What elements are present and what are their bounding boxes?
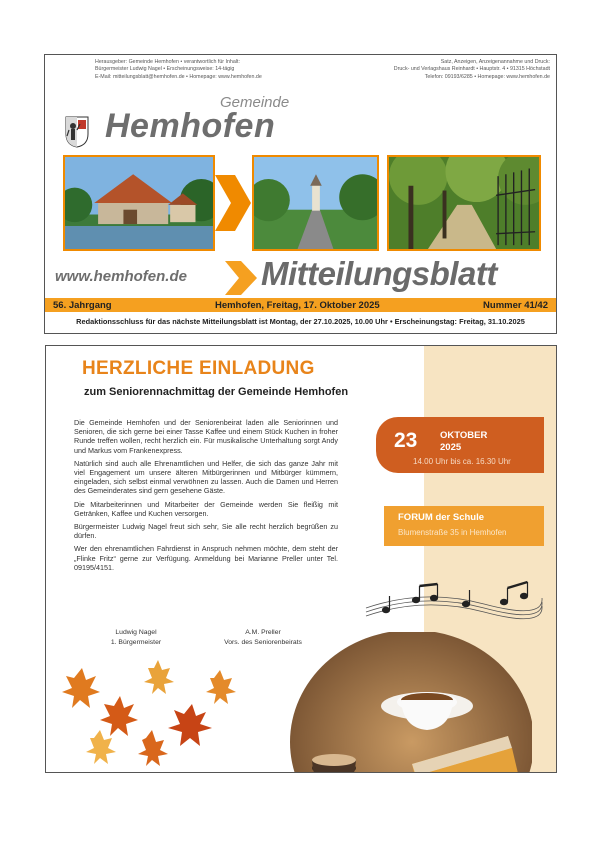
event-time: 14.00 Uhr bis ca. 16.30 Uhr xyxy=(413,457,511,466)
signature-name: A.M. Preller xyxy=(245,629,281,636)
invitation-body xyxy=(74,418,338,576)
editorial-deadline: Redaktionsschluss für das nächste Mitteilungsblatt ist Montag, der 27.10.2025, 10.00 Uhr • Erscheinungstag: Freitag, 31.10.2025 xyxy=(76,317,525,326)
issue-date: Hemhofen, Freitag, 17. Oktober 2025 xyxy=(214,299,380,311)
impressum-line: Bürgermeister Ludwig Nagel • Erscheinungsweise: 14-tägig xyxy=(95,66,235,73)
publication-title: Mitteilungsblatt xyxy=(261,255,497,292)
autumn-leaves-decoration xyxy=(54,658,244,768)
impressum-line: Satz, Anzeigen, Anzeigenannahme und Druck: xyxy=(440,59,550,65)
village-photo-tree-alley xyxy=(387,155,541,251)
impressum-right xyxy=(320,59,550,81)
body-paragraph: Wer den ehrenamtlichen Fahrdienst in Anspruch nehmen möchte, dem steht der „Flinke Fritz“ gerne zur Verfügung. Anmeldung bei Marianne Preller unter Tel. 09195/4151. xyxy=(74,544,338,572)
impressum-line: Telefon: 09193/6285 • Homepage: www.hemhofen.de xyxy=(424,73,550,80)
town-name: Hemhofen xyxy=(105,107,276,145)
invitation-panel xyxy=(45,345,557,773)
village-photo-barn xyxy=(63,155,215,251)
issue-info-bar xyxy=(45,298,556,312)
impressum-line: Herausgeber: Gemeinde Hemhofen • verantwortlich für Inhalt: xyxy=(95,59,240,65)
orange-chevron-icon xyxy=(225,261,257,295)
invitation-subtitle: zum Seniorennachmittag der Gemeinde Hemhofen xyxy=(84,386,349,398)
orange-chevron-icon xyxy=(215,175,251,231)
body-paragraph: Bürgermeister Ludwig Nagel freut sich sehr, Sie alle recht herzlich begrüßen zu dürfen. xyxy=(74,522,338,541)
volume-label: 56. Jahrgang xyxy=(53,299,112,311)
signature-role: 1. Bürgermeister xyxy=(110,639,162,646)
coffee-and-cake-image xyxy=(272,632,532,773)
signature-mayor xyxy=(96,628,176,648)
event-year: 2025 xyxy=(440,442,462,453)
impressum-left xyxy=(95,59,355,81)
town-crest-icon xyxy=(65,116,89,148)
impressum-line: Druck- und Verlagshaus Reinhardt • Hauptstr. 4 • 91315 Höchstadt xyxy=(393,66,550,73)
website-url: www.hemhofen.de xyxy=(55,268,187,285)
body-paragraph: Die Mitarbeiterinnen und Mitarbeiter der Gemeinde werden Sie fleißig mit Getränken, Kaffee und Kuchen versorgen. xyxy=(74,499,338,518)
venue-name: FORUM der Schule xyxy=(398,512,485,523)
event-month-year xyxy=(440,430,487,454)
event-venue-box xyxy=(384,506,544,546)
village-photo-street xyxy=(252,155,379,251)
signature-name: Ludwig Nagel xyxy=(115,629,157,636)
event-month: OKTOBER xyxy=(440,430,488,441)
music-notes-icon xyxy=(364,578,544,624)
impressum-line: E-Mail: mitteilungsblatt@hemhofen.de • Homepage: www.hemhofen.de xyxy=(95,73,262,80)
signature-role: Vors. des Seniorenbeirats xyxy=(224,639,302,646)
body-paragraph: Die Gemeinde Hemhofen und der Seniorenbeirat laden alle Seniorinnen und Senioren, die sich gerne bei einer Tasse Kaffee und einem Stück Kuchen in froher Runde treffen wollen, recht herzlich ein. Für musikalische Unterhaltung sorgt Andy und Markus vom Frankenexpress. xyxy=(74,418,338,455)
event-day: 23 xyxy=(394,429,418,452)
masthead xyxy=(44,54,557,334)
invitation-title: HERZLICHE EINLADUNG xyxy=(82,358,315,379)
venue-address: Blumenstraße 35 in Hemhofen xyxy=(398,528,507,537)
issue-number: Nummer 41/42 xyxy=(483,299,548,311)
municipality-label: Gemeinde xyxy=(220,94,290,111)
event-date-box xyxy=(376,417,544,473)
body-paragraph: Natürlich sind auch alle Ehrenamtlichen und Helfer, die sich das ganze Jahr mit viel Engagement um unsere älteren Mitbürgerinnen und Mitbürger kümmern, eingeladen, sich selbst einmal verwöhnen zu lassen. Auch die Damen und Herren des Gemeinderates sind gern gesehene Gäste. xyxy=(74,458,338,496)
